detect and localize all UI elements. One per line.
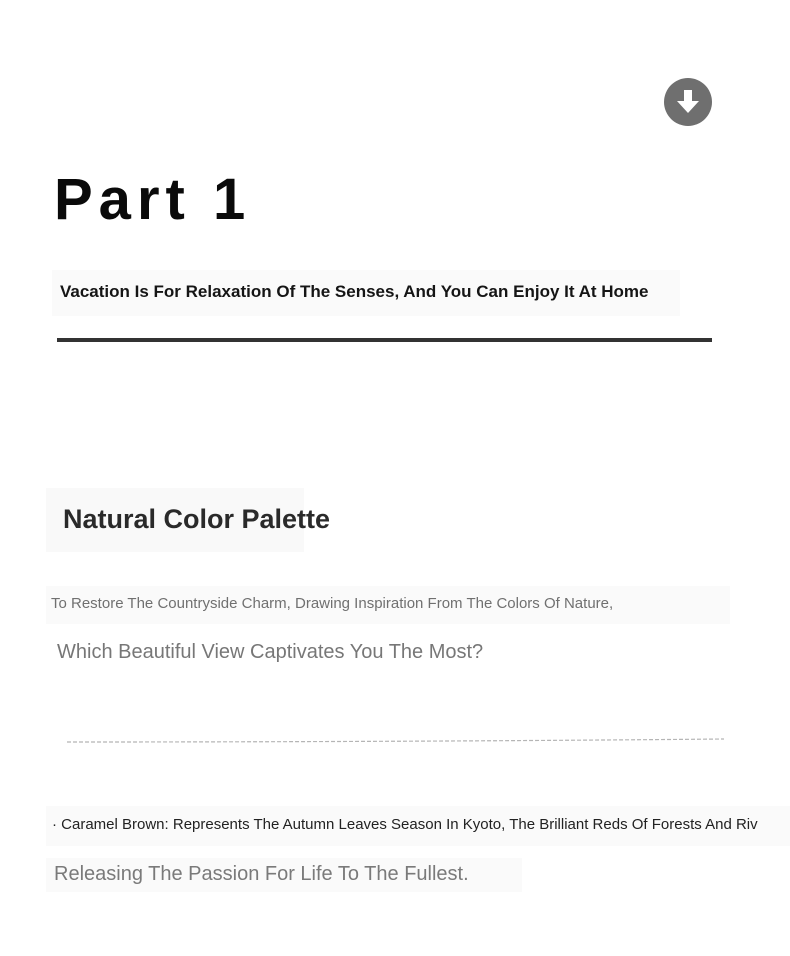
subtitle-text: Vacation Is For Relaxation Of The Senses, And You Can Enjoy It At Home — [60, 282, 649, 301]
section-divider — [57, 338, 712, 342]
download-button[interactable] — [664, 78, 712, 126]
caramel-brown-item: · Caramel Brown: Represents The Autumn Leaves Season In Kyoto, The Brilliant Reds Of Forests And Riv — [52, 816, 758, 833]
dashed-divider — [66, 734, 726, 746]
section-heading: Natural Color Palette — [63, 504, 331, 534]
download-arrow-icon — [675, 88, 701, 116]
closing-text: Releasing The Passion For Life To The Fullest. — [54, 863, 469, 885]
part-title: Part 1 — [54, 167, 252, 232]
intro-text: To Restore The Countryside Charm, Drawing Inspiration From The Colors Of Nature, — [51, 595, 614, 612]
question-text: Which Beautiful View Captivates You The Most? — [57, 641, 484, 663]
